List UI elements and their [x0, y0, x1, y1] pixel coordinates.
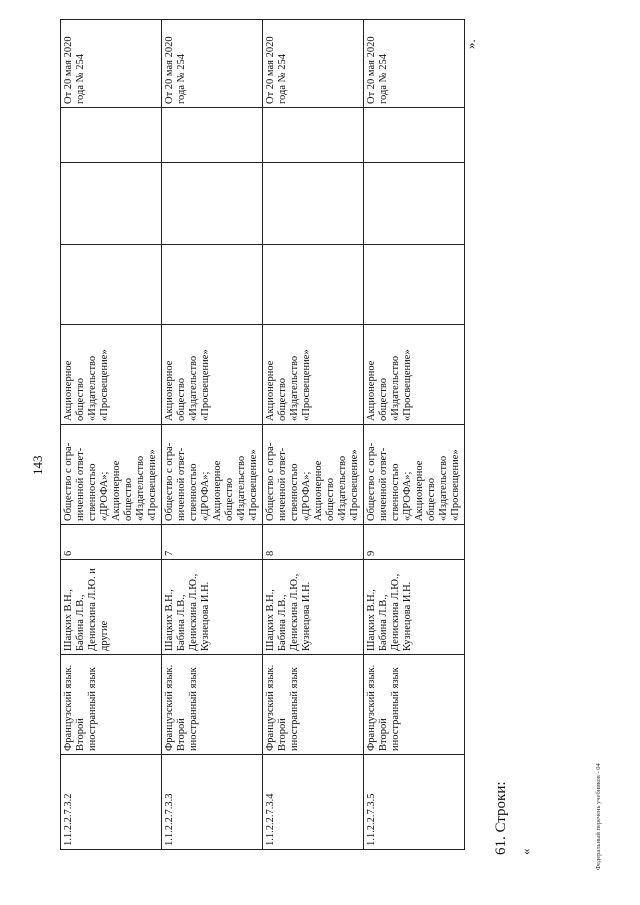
- cell-code: 1.1.2.2.7.3.2: [61, 755, 162, 850]
- cell-empty: [364, 163, 465, 245]
- cell-class: 6: [61, 525, 162, 560]
- cell-order: От 20 мая 2020 года № 254: [263, 20, 364, 108]
- cell-authors: Шацких В.Н., Бабина Л.В., Денискина Л.Ю., Кузнецова И.Н.: [263, 560, 364, 655]
- table-row: [263, 20, 364, 850]
- cell-empty: [162, 245, 263, 325]
- cell-code: 1.1.2.2.7.3.5: [364, 755, 465, 850]
- textbook-table: [60, 19, 465, 850]
- cell-class: 7: [162, 525, 263, 560]
- table-row: [364, 20, 465, 850]
- table-row: [61, 20, 162, 850]
- cell-empty: [162, 163, 263, 245]
- cell-order: От 20 мая 2020 года № 254: [61, 20, 162, 108]
- cell-publisher2: Акционерное общество «Издательство «Просвещение»: [162, 325, 263, 425]
- cell-empty: [263, 245, 364, 325]
- cell-empty: [263, 108, 364, 163]
- cell-empty: [61, 108, 162, 163]
- section-heading: 61. Строки:: [493, 781, 509, 855]
- cell-class: 9: [364, 525, 465, 560]
- cell-publisher: Общество с огра-ниченной ответ-ственностью «ДРОФА»; Акционерное общество «Издательство «Просвещение»: [263, 425, 364, 525]
- cell-publisher2: Акционерное общество «Издательство «Просвещение»: [263, 325, 364, 425]
- table-row: [162, 20, 263, 850]
- cell-code: 1.1.2.2.7.3.4: [263, 755, 364, 850]
- cell-empty: [364, 245, 465, 325]
- cell-subject: Французский язык. Второй иностранный язык: [61, 655, 162, 755]
- cell-publisher2: Акционерное общество «Издательство «Просвещение»: [61, 325, 162, 425]
- footer-text: Федеральный перечень учебников - 04: [595, 763, 602, 870]
- cell-order: От 20 мая 2020 года № 254: [162, 20, 263, 108]
- cell-publisher2: Акционерное общество «Издательство «Просвещение»: [364, 325, 465, 425]
- cell-empty: [162, 108, 263, 163]
- cell-class: 8: [263, 525, 364, 560]
- cell-publisher: Общество с огра-ниченной ответ-ственностью «ДРОФА»; Акционерное общество «Издательство «Просвещение»: [61, 425, 162, 525]
- cell-subject: Французский язык. Второй иностранный язык: [263, 655, 364, 755]
- opening-quote: «: [518, 848, 533, 855]
- closing-quote: ».: [463, 39, 478, 49]
- cell-authors: Шацких В.Н., Бабина Л.В., Денискина Л.Ю. и другие: [61, 560, 162, 655]
- cell-publisher: Общество с огра-ниченной ответ-ственностью «ДРОФА»; Акционерное общество «Издательство «Просвещение»: [162, 425, 263, 525]
- cell-empty: [61, 245, 162, 325]
- page-number: 143: [30, 455, 45, 475]
- cell-authors: Шацких В.Н., Бабина Л.В., Денискина Л.Ю., Кузнецова И.Н.: [364, 560, 465, 655]
- cell-authors: Шацких В.Н., Бабина Л.В., Денискина Л.Ю., Кузнецова И.Н.: [162, 560, 263, 655]
- cell-empty: [364, 108, 465, 163]
- cell-empty: [61, 163, 162, 245]
- cell-subject: Французский язык. Второй иностранный язык: [162, 655, 263, 755]
- cell-subject: Французский язык. Второй иностранный язык: [364, 655, 465, 755]
- cell-order: От 20 мая 2020 года № 254: [364, 20, 465, 108]
- cell-code: 1.1.2.2.7.3.3: [162, 755, 263, 850]
- cell-publisher: Общество с огра-ниченной ответ-ственностью «ДРОФА»; Акционерное общество «Издательство «Просвещение»: [364, 425, 465, 525]
- cell-empty: [263, 163, 364, 245]
